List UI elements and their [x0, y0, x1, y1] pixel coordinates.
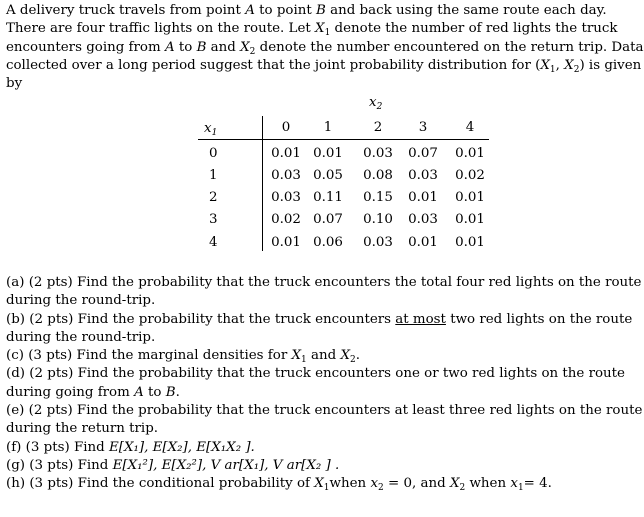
var-subscript: 1	[517, 483, 524, 494]
question-d-cont	[6, 384, 622, 402]
question-g	[6, 457, 622, 475]
question-e-cont: during the return trip.	[6, 421, 159, 437]
question-h	[6, 475, 622, 493]
question-b	[6, 311, 633, 329]
intro-text: There are four traffic lights on the route. Let	[6, 21, 316, 37]
probability-cell: 0.01	[408, 190, 438, 205]
probability-cell: 0.01	[455, 235, 485, 250]
intro-text: A delivery truck travels from point	[6, 3, 246, 18]
var-subscript: 1	[549, 64, 556, 75]
point-b: B	[316, 3, 326, 18]
x2-value-header: 2	[373, 120, 383, 135]
intro-text: encounters going from	[6, 39, 165, 55]
probability-cell: 0.01	[271, 146, 301, 161]
probability-cell: 0.15	[363, 190, 393, 205]
question-text: during going from	[6, 384, 135, 400]
x2-value-header: 4	[465, 120, 475, 135]
question-text: when	[329, 476, 371, 492]
probability-cell: 0.02	[271, 212, 301, 227]
probability-cell: 0.11	[313, 190, 343, 205]
probability-cell: 0.01	[455, 146, 485, 161]
probability-cell: 0.07	[313, 212, 343, 227]
x1-value-label: 1	[209, 168, 218, 183]
question-text: = 0, and	[383, 476, 450, 492]
intro-text: to	[174, 39, 197, 55]
var-subscript: 1	[301, 355, 307, 366]
intro-text: denote the number of red lights the truck	[330, 21, 618, 37]
question-text: to	[143, 384, 166, 400]
question-text: when	[465, 476, 511, 492]
var-x: X	[564, 57, 574, 73]
var-subscript: 2	[459, 483, 466, 494]
question-e: (e) (2 pts) Find the probability that the truck encounters at least three red lights on the route	[6, 403, 643, 419]
question-text: and	[306, 348, 341, 364]
probability-cell: 0.01	[313, 146, 343, 161]
var-x: X	[314, 476, 324, 492]
x1-axis-label	[204, 120, 217, 138]
var-subscript: 2	[378, 483, 384, 494]
question-d: (d) (2 pts) Find the probability that the truck encounters one or two red lights on the route	[6, 366, 625, 382]
at-most-underlined: at most	[395, 311, 446, 327]
x1-label-letter: x	[204, 121, 212, 136]
x2-value-header: 1	[323, 120, 333, 135]
question-b-cont: during the round-trip.	[6, 329, 156, 345]
var-subscript: 1	[323, 483, 330, 494]
question-text: (h) (3 pts) Find the conditional probability of	[6, 476, 315, 492]
intro-text: and back using the same route each day.	[325, 3, 607, 18]
probability-cell: 0.01	[408, 235, 438, 250]
question-text: (b) (2 pts) Find the probability that the truck encounters	[6, 311, 396, 327]
x2-value-header: 3	[418, 120, 428, 135]
intro-text: to point	[254, 3, 317, 18]
point-a: A	[164, 39, 175, 55]
var-subscript: 1	[324, 28, 331, 39]
probability-cell: 0.10	[363, 212, 393, 227]
probability-cell: 0.08	[363, 168, 393, 183]
point-b: B	[196, 39, 207, 55]
probability-cell: 0.03	[271, 190, 301, 205]
var-x: X	[449, 476, 460, 492]
probability-cell: 0.03	[408, 212, 438, 227]
question-text: = 4.	[523, 476, 552, 492]
x1-label-subscript: 1	[211, 128, 218, 138]
point-a: A	[134, 384, 144, 400]
probability-cell: 0.06	[313, 235, 343, 250]
var-x: x	[370, 476, 378, 492]
question-text: .	[175, 384, 180, 400]
moment-expression: E[X₁²], E[X₂²], V ar[X₁], V ar[X₂ ] .	[112, 457, 340, 473]
probability-cell: 0.01	[455, 212, 485, 227]
probability-cell: 0.01	[271, 235, 301, 250]
question-c	[6, 347, 622, 365]
question-a: (a) (2 pts) Find the probability that the truck encounters the total four red lights on the route	[6, 275, 642, 290]
question-text: (g) (3 pts) Find	[6, 457, 113, 473]
intro-text: ) is given	[579, 57, 642, 73]
x2-label-letter: x	[369, 95, 377, 110]
point-a: A	[245, 3, 255, 18]
var-x: X	[240, 39, 250, 55]
var-x: X	[291, 348, 302, 364]
probability-cell: 0.03	[271, 168, 301, 183]
var-subscript: 2	[249, 46, 256, 57]
probability-cell: 0.05	[313, 168, 343, 183]
question-a-cont: during the round-trip.	[6, 293, 156, 309]
point-b: B	[165, 384, 176, 400]
x1-value-label: 0	[209, 146, 218, 161]
x2-label-subscript: 2	[376, 102, 383, 112]
intro-text: ,	[555, 57, 565, 73]
intro-text: denote the number encountered on the return trip. Data	[255, 39, 644, 55]
question-text: (c) (3 pts) Find the marginal densities for	[6, 348, 292, 364]
header-divider	[198, 139, 489, 140]
var-x: X	[340, 348, 351, 364]
probability-cell: 0.03	[363, 146, 393, 161]
question-text: two red lights on the route	[445, 311, 633, 327]
var-x: X	[315, 21, 325, 37]
x1-value-label: 2	[209, 190, 218, 205]
var-x: x	[510, 476, 518, 492]
var-subscript: 2	[573, 64, 580, 75]
row-label-divider	[262, 116, 263, 251]
probability-cell: 0.03	[408, 168, 438, 183]
probability-cell: 0.01	[455, 190, 485, 205]
question-text: (f) (3 pts) Find	[6, 439, 109, 455]
expectation-expression: E[X₁], E[X₂], E[X₁X₂ ].	[109, 439, 255, 455]
question-text: .	[355, 348, 361, 364]
probability-cell: 0.03	[363, 235, 393, 250]
questions-list	[6, 274, 643, 494]
intro-line-5: by	[6, 76, 23, 92]
probability-cell: 0.07	[408, 146, 438, 161]
question-f	[6, 439, 622, 457]
probability-cell: 0.02	[455, 168, 485, 183]
x1-value-label: 4	[209, 235, 218, 250]
x2-value-header: 0	[281, 120, 291, 135]
intro-text: collected over a long period suggest that the joint probability distribution for (	[6, 57, 541, 73]
var-subscript: 2	[350, 355, 356, 366]
x1-value-label: 3	[209, 212, 218, 227]
intro-text: and	[206, 39, 241, 55]
x2-axis-label	[369, 94, 382, 112]
joint-probability-table	[0, 0, 631, 260]
var-x: X	[540, 57, 550, 73]
